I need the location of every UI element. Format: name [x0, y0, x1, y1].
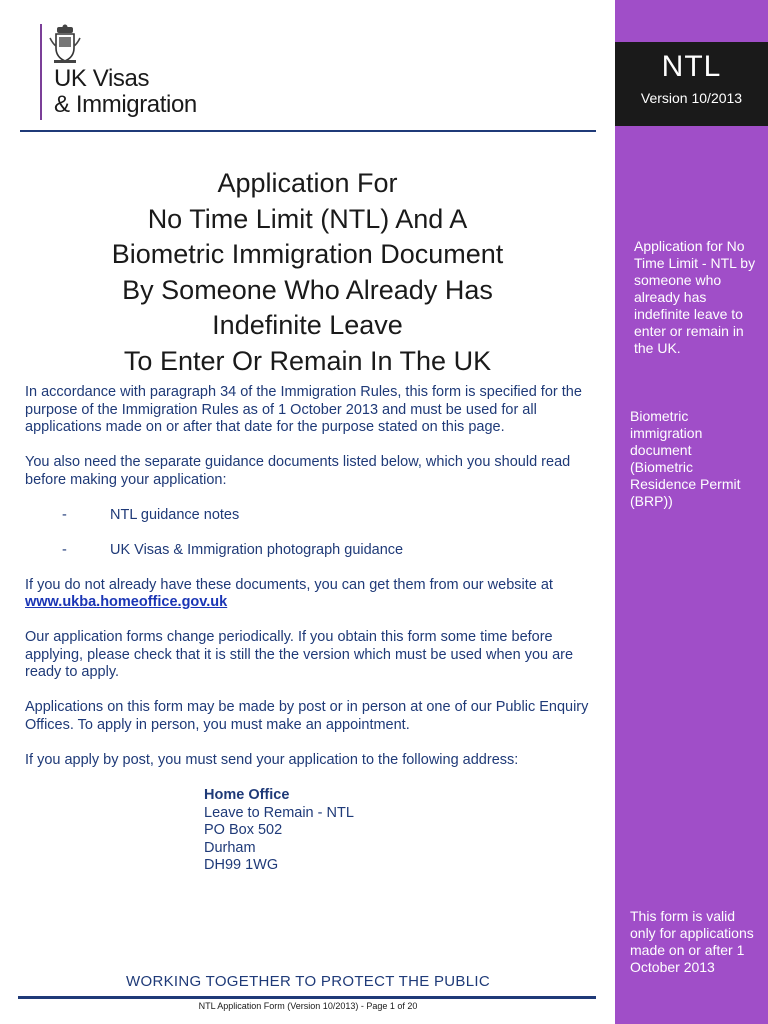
- sidebar-document-type: Biometric immigration document (Biometric Residence Permit (BRP)): [630, 408, 741, 509]
- title-line: Biometric Immigration Document: [111, 239, 504, 269]
- form-code: NTL: [661, 50, 722, 83]
- page-title: [20, 166, 595, 379]
- address-line: Leave to Remain - NTL: [204, 804, 354, 821]
- paragraph-website: [25, 577, 591, 612]
- form-version: Version 10/2013: [640, 90, 743, 106]
- logo-line-2: & Immigration: [54, 91, 197, 118]
- website-link[interactable]: www.ukba.homeoffice.gov.uk: [25, 594, 228, 610]
- body-content: [25, 384, 591, 769]
- form-code-box: [615, 42, 768, 126]
- sidebar: [615, 0, 768, 1024]
- sidebar-validity: This form is valid only for applications made on or after 1 October 2013: [630, 908, 754, 975]
- list-item: [62, 507, 591, 525]
- page-footer: NTL Application Form (Version 10/2013) - Page 1 of 20: [198, 1001, 418, 1011]
- footer-slogan: WORKING TOGETHER TO PROTECT THE PUBLIC: [126, 973, 490, 990]
- paragraph-guidance: You also need the separate guidance documents listed below, which you should read before making your application:: [25, 454, 571, 488]
- title-line: By Someone Who Already Has: [122, 274, 493, 305]
- title-line: No Time Limit (NTL) And A: [147, 203, 468, 234]
- paragraph-post: If you apply by post, you must send your application to the following address:: [25, 751, 519, 768]
- title-line: Application For: [217, 168, 398, 198]
- list-bullet: -: [62, 541, 67, 558]
- list-bullet: -: [62, 506, 67, 523]
- paragraph-rules: In accordance with paragraph 34 of the Immigration Rules, this form is specified for the purpose of the Immigration Rules as of 1 October 2013 and must be used for all applications made on or after that date for the purpose stated on this page.: [25, 384, 582, 435]
- address-line: PO Box 502: [204, 822, 283, 838]
- postal-address: [204, 787, 354, 875]
- paragraph-apply-method: Applications on this form may be made by post or in person at one of our Public Enquiry Offices. To apply in person, you must make an appointment.: [25, 699, 589, 733]
- title-line: Indefinite Leave: [212, 310, 403, 340]
- sidebar-description: Application for No Time Limit - NTL by someone who already has indefinite leave to enter or remain in the UK.: [634, 238, 756, 356]
- paragraph-forms-change: Our application forms change periodically. If you obtain this form some time before applying, please check that it is still the the version which must be used when you are ready to apply.: [25, 629, 574, 680]
- royal-crest-icon: [48, 24, 82, 64]
- logo-text: [54, 66, 197, 118]
- list-item: [62, 542, 591, 560]
- logo-divider: [40, 24, 42, 120]
- address-line: Durham: [204, 839, 256, 856]
- address-line: Home Office: [204, 787, 290, 803]
- logo-line-1: UK Visas: [54, 65, 150, 92]
- header-divider: [20, 130, 596, 132]
- website-text: If you do not already have these documents, you can get them from our website at: [25, 576, 553, 593]
- list-item-text: UK Visas & Immigration photograph guidance: [110, 541, 404, 558]
- list-item-text: NTL guidance notes: [110, 506, 240, 523]
- address-line: DH99 1WG: [204, 857, 279, 873]
- footer-divider: [18, 996, 596, 999]
- uk-visas-logo: [40, 24, 218, 120]
- title-line: To Enter Or Remain In The UK: [123, 345, 492, 376]
